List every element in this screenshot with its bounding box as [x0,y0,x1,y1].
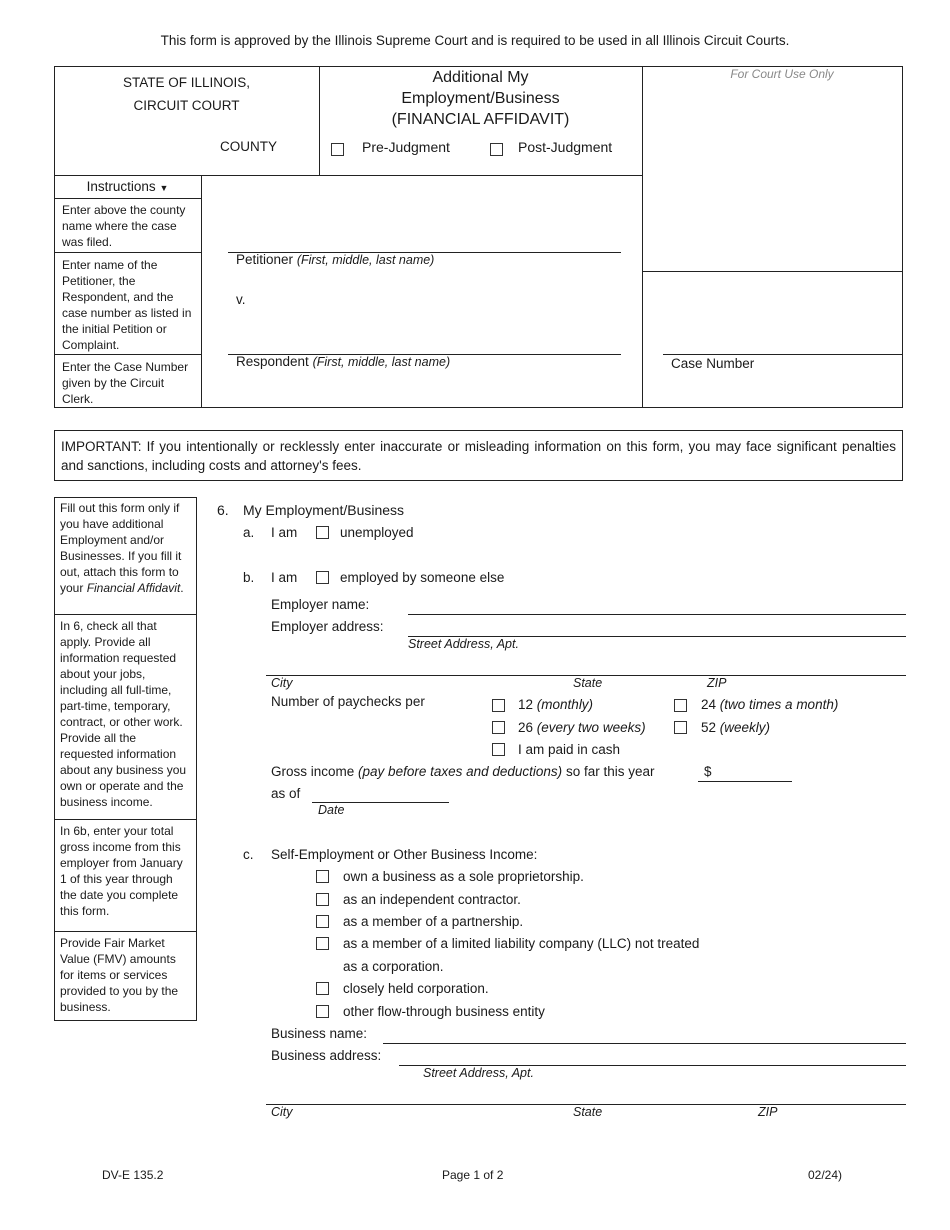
post-judgment-checkbox[interactable] [490,143,503,156]
unemployed-label: unemployed [340,525,414,540]
city-hint: City [271,1105,293,1119]
option-label: closely held corporation. [343,981,489,996]
important-notice: IMPORTANT: If you intentionally or recklessly enter inaccurate or misleading information on this form, you may face significant penalties and sanctions, including costs and attorney's fees. [54,430,903,481]
court-use-label: For Court Use Only [730,67,834,81]
section-number: 6. [217,502,229,518]
business-name-field[interactable] [383,1043,906,1044]
i-am-label: I am [271,525,298,540]
paycheck-52-label: 52 (weekly) [701,720,771,735]
side-instruction-4: Provide Fair Market Value (FMV) amounts for items or services provided to you by the business. [54,931,197,1021]
as-of-label: as of [271,786,301,801]
pre-judgment-label: Pre-Judgment [362,139,450,155]
paychecks-label: Number of paychecks per [271,694,425,709]
option-label: as an independent contractor. [343,892,521,907]
instructions-toggle[interactable]: Instructions ▼ [86,179,169,194]
employed-label: employed by someone else [340,570,505,585]
side-instruction-1: Fill out this form only if you have additional Employment and/or Businesses. If you fill it out, attach this form to your Financial Affidavit. [54,497,197,615]
business-name-label: Business name: [271,1026,368,1041]
item-c-label: c. [243,847,254,862]
i-am-label: I am [271,570,298,585]
partnership-checkbox[interactable] [316,915,329,928]
other-entity-checkbox[interactable] [316,1005,329,1018]
state-hint: State [573,1105,603,1119]
form-id: DV-E 135.2 [102,1168,164,1182]
employer-name-label: Employer name: [271,597,370,612]
state-hint: State [573,676,603,690]
street-hint: Street Address, Apt. [408,637,519,651]
item-a-label: a. [243,525,255,540]
city-hint: City [271,676,293,690]
paid-cash-label: I am paid in cash [518,742,621,757]
employer-address-label: Employer address: [271,619,384,634]
instruction-county: Enter above the county name where the case was filed. [62,203,186,249]
page-number: Page 1 of 2 [442,1168,504,1182]
paycheck-24-label: 24 (two times a month) [701,697,839,712]
employed-checkbox[interactable] [316,571,329,584]
closely-held-checkbox[interactable] [316,982,329,995]
paycheck-12-label: 12 (monthly) [518,697,594,712]
date-hint: Date [318,803,345,817]
self-employment-label: Self-Employment or Other Business Income: [271,847,538,862]
paycheck-26-checkbox[interactable] [492,721,505,734]
option-label: as a member of a partnership. [343,914,524,929]
side-instruction-3: In 6b, enter your total gross income from this employer from January 1 of this year through the date you complete this form. [54,819,197,932]
unemployed-checkbox[interactable] [316,526,329,539]
approval-notice: This form is approved by the Illinois Supreme Court and is required to be used in all Illinois Circuit Courts. [160,33,790,48]
option-label: other flow-through business entity [343,1004,545,1019]
zip-hint: ZIP [707,676,727,690]
paycheck-12-checkbox[interactable] [492,699,505,712]
pre-judgment-checkbox[interactable] [331,143,344,156]
option-label-continued: as a corporation. [343,959,444,974]
caret-down-icon: ▼ [159,183,169,193]
business-address-label: Business address: [271,1048,382,1063]
gross-income-field[interactable] [698,781,792,782]
case-number-field[interactable] [663,354,903,355]
option-label: as a member of a limited liability company (LLC) not treated [343,936,700,951]
instruction-case-number: Enter the Case Number given by the Circuit Clerk. [62,360,189,406]
court-name: STATE OF ILLINOIS, CIRCUIT COURT [122,75,251,113]
post-judgment-label: Post-Judgment [518,139,613,155]
sole-proprietorship-checkbox[interactable] [316,870,329,883]
employer-name-field[interactable] [408,614,906,615]
dollar-sign: $ [704,764,712,779]
gross-income-label: Gross income (pay before taxes and deductions) so far this year [271,764,655,779]
zip-hint: ZIP [758,1105,778,1119]
instruction-parties: Enter name of the Petitioner, the Respondent, and the case number as listed in the initial Petition or Complaint. [62,258,192,352]
revision-date: 02/24) [808,1168,843,1182]
county-label: COUNTY [220,139,277,154]
street-hint: Street Address, Apt. [423,1066,534,1080]
versus-label: v. [236,292,246,307]
case-number-label: Case Number [671,356,755,371]
paycheck-26-label: 26 (every two weeks) [518,720,646,735]
item-b-label: b. [243,570,255,585]
side-instruction-2: In 6, check all that apply. Provide all information requested about your jobs, including all full-time, part-time, temporary, contract, or other work. Provide all the requested information about any business you own or operate and the business income. [54,614,197,820]
llc-checkbox[interactable] [316,937,329,950]
independent-contractor-checkbox[interactable] [316,893,329,906]
paycheck-24-checkbox[interactable] [674,699,687,712]
respondent-label: Respondent (First, middle, last name) [236,354,451,369]
petitioner-label: Petitioner (First, middle, last name) [236,252,435,267]
form-title: Additional My Employment/Business (FINANCIAL AFFIDAVIT) [391,69,570,128]
paycheck-52-checkbox[interactable] [674,721,687,734]
section-title: My Employment/Business [243,502,405,518]
paid-cash-checkbox[interactable] [492,743,505,756]
option-label: own a business as a sole proprietorship. [343,869,584,884]
